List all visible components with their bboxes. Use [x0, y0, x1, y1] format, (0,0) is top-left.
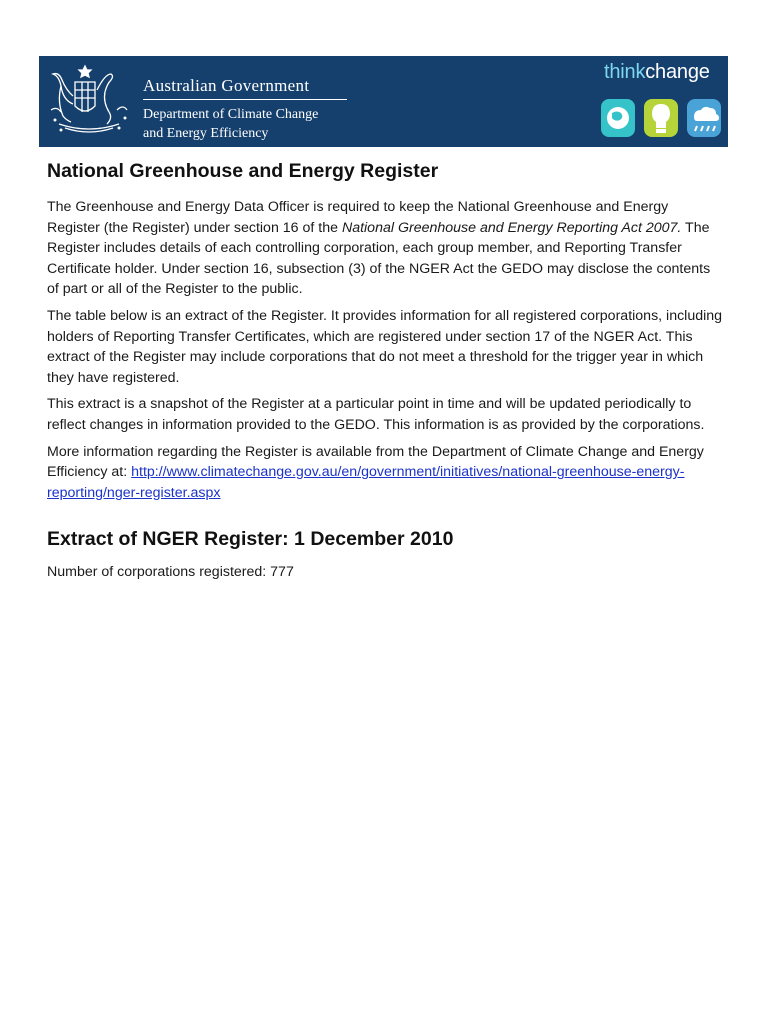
government-name: Australian Government — [143, 76, 310, 95]
department-line-2: and Energy Efficiency — [143, 126, 269, 141]
register-link[interactable]: http://www.climatechange.gov.au/en/government/initiatives/national-greenhouse-energy-reporting/nger-register.aspx — [47, 464, 685, 501]
intro-paragraph — [47, 197, 723, 300]
intro-text-end: The Register includes details of each controlling corporation, each group member, and Reporting Transfer Certificate holder. Under section 16, subsection (3) of the NGER Act the GEDO may disclose the contents of part or all of the Register to the public. — [47, 219, 711, 298]
extract-description-paragraph: The table below is an extract of the Register. It provides information for all registered corporations, including holders of Reporting Transfer Certificates, which are registered under section 17 of the NGER Act. This extract of the Register may include corporations that do not meet a threshold for the trigger year in which they have registered. — [47, 307, 723, 386]
corporations-count: Number of corporations registered: 777 — [47, 564, 294, 581]
act-name: National Greenhouse and Energy Reporting Act 2007. — [341, 219, 682, 236]
intro-text-start: The Greenhouse and Energy Data Officer is required to keep the National Greenhouse and Energy Register (the Register) under section 16 of the — [47, 199, 669, 236]
more-info-text: More information regarding the Register is available from the Department of Climate Change and Energy Efficiency at: — [47, 443, 704, 481]
coat-of-arms-icon — [45, 60, 133, 142]
campaign-icons — [601, 97, 721, 141]
extract-title: Extract of NGER Register: 1 December 2010 — [47, 528, 454, 551]
header-banner — [39, 56, 728, 147]
snapshot-paragraph: This extract is a snapshot of the Register at a particular point in time and will be updated periodically to reflect changes in information provided to the GEDO. This information is as provided by the corporations. — [47, 396, 705, 433]
thinkchange-logo — [604, 61, 710, 84]
thinkchange-logo-change: change — [645, 61, 710, 83]
more-info-paragraph — [47, 442, 723, 504]
thinkchange-logo-think: think — [604, 61, 646, 83]
header-divider — [143, 99, 347, 100]
department-line-1: Department of Climate Change — [143, 107, 319, 122]
rain-cloud-icon — [687, 99, 721, 137]
lightbulb-icon — [644, 99, 678, 137]
globe-icon — [601, 99, 635, 137]
page-title: National Greenhouse and Energy Register — [47, 160, 439, 182]
department-name — [143, 105, 318, 143]
document-body — [47, 160, 723, 589]
